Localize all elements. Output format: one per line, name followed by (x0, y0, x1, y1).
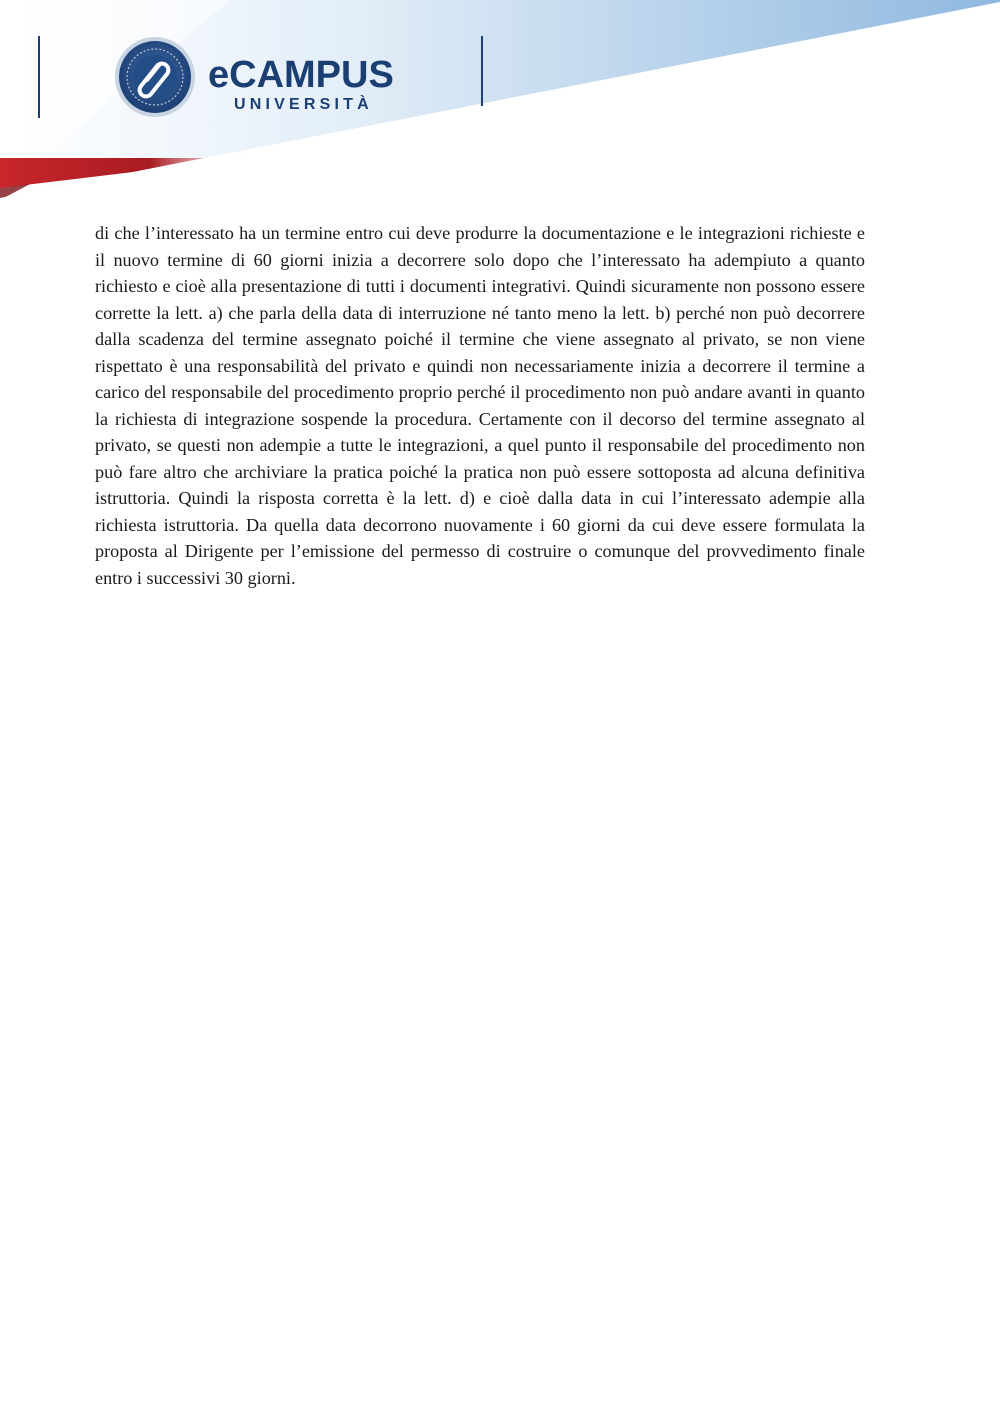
ecampus-seal-icon (115, 37, 195, 117)
divider-right (481, 36, 483, 106)
divider-left (38, 36, 40, 118)
document-paragraph: di che l’interessato ha un termine entro cui deve produrre la documentazione e le integrazioni richieste e il nuovo termine di 60 giorni inizia a decorrere solo dopo che l’interessato ha adempiuto a quanto richiesto e cioè alla presentazione di tutti i documenti integrativi. Quindi sicuramente non possono essere corrette la lett. a) che parla della data di interruzione né tanto meno la lett. b) perché non può decorrere dalla scadenza del termine assegnato poiché il termine che viene assegnato al privato, se non viene rispettato è una responsabilità del privato e quindi non necessariamente inizia a decorrere il termine a carico del responsabile del procedimento proprio perché il procedimento non può andare avanti in quanto la richiesta di integrazione sospende la procedura. Certamente con il decorso del termine assegnato al privato, se questi non adempie a tutte le integrazioni, a quel punto il responsabile del procedimento non può fare altro che archiviare la pratica poiché la pratica non può essere sottoposta ad alcuna definitiva istruttoria. Quindi la risposta corretta è la lett. d) e cioè dalla data in cui l’interessato adempie alla richiesta istruttoria. Da quella data decorrono nuovamente i 60 giorni da cui deve essere formulata la proposta al Dirigente per l’emissione del permesso di costruire o comunque del provvedimento finale entro i successivi 30 giorni. (95, 223, 865, 588)
page-header (0, 0, 1000, 205)
logo-subtitle: UNIVERSITÀ (234, 96, 373, 113)
header-banner (0, 0, 1000, 205)
logo-wordmark: eCAMPUS (208, 54, 394, 96)
